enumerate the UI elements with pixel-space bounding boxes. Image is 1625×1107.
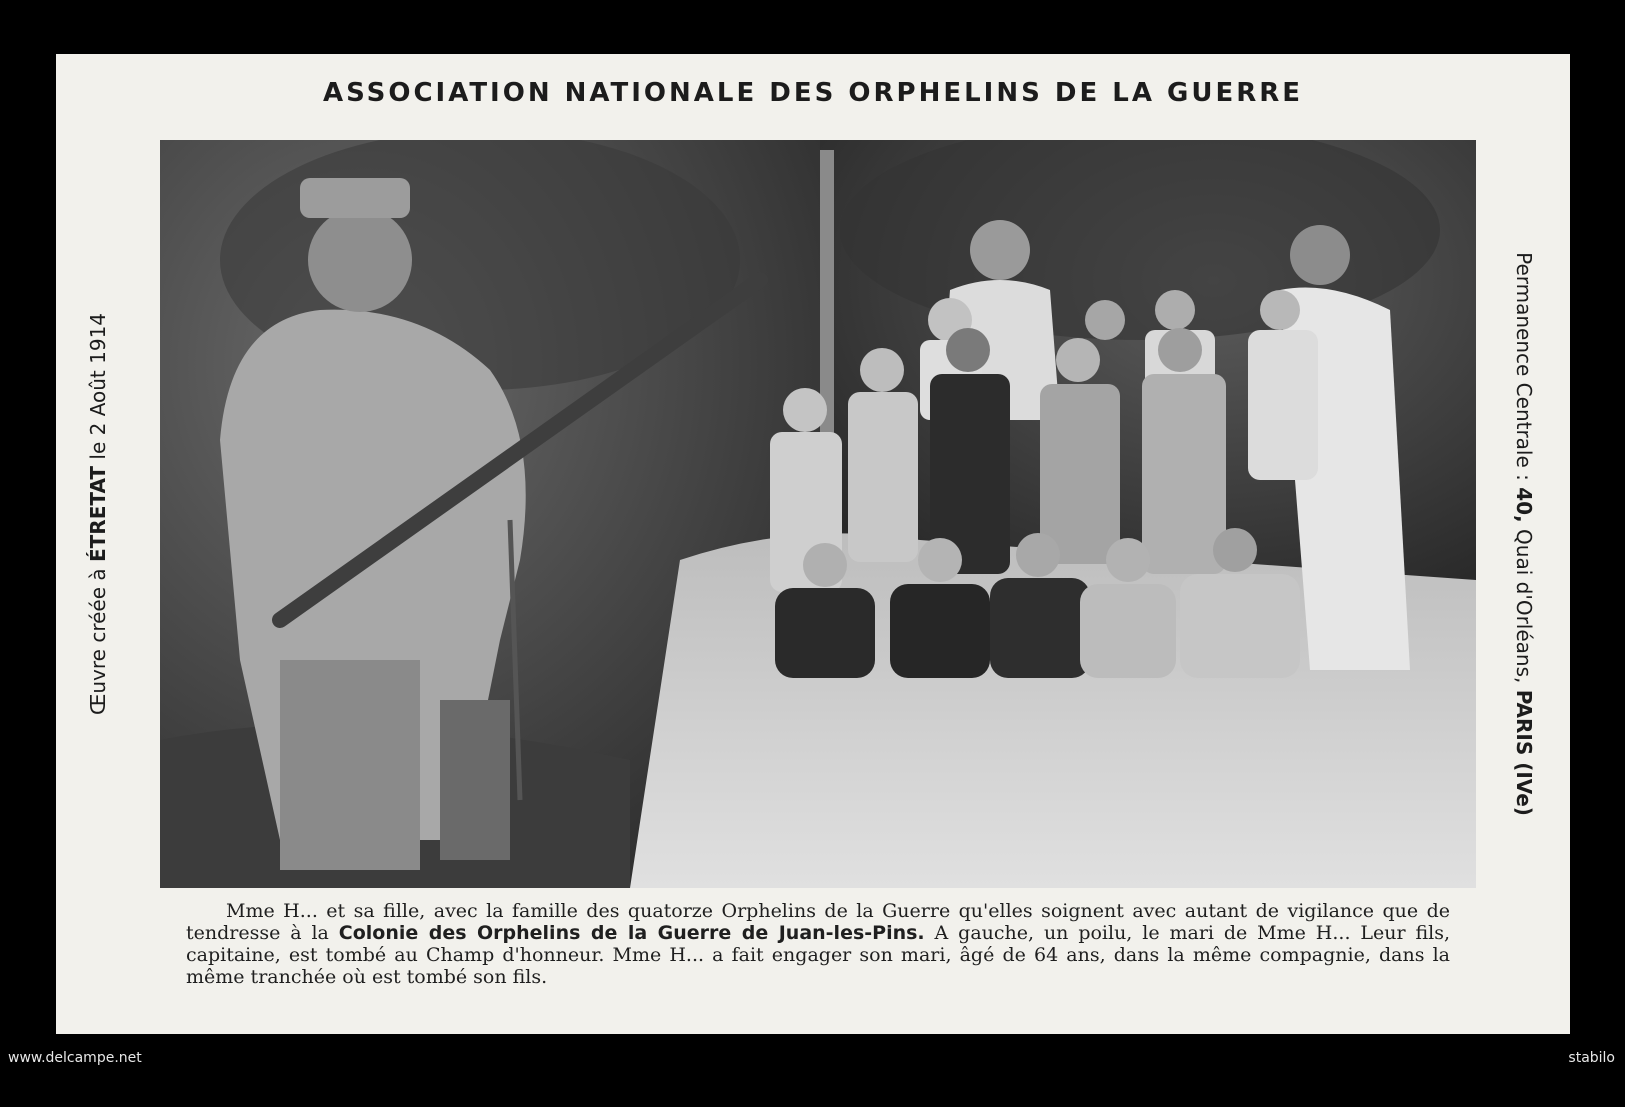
caption-text-2: A gauche, un poilu, le mari de Mme H... Leur fils, capitaine, est tombé au Champ d'honneur. Mme H... a fait engager son mari, âgé de 64 ans, dans la même compagnie, dans la même tranchée où est tombé son fils. <box>186 922 1450 988</box>
right-side-city: PARIS (IVe) <box>1512 689 1536 816</box>
caption-text-1: Mme H... et sa fille, avec la famille des quatorze Orphelins de la Guerre qu'elles soignent avec autant de vigilance que de tendresse à la <box>186 900 1450 944</box>
postcard <box>56 54 1570 1034</box>
left-side-date: le 2 Août 1914 <box>86 312 110 466</box>
left-side-prefix: Œuvre créée à <box>86 562 110 716</box>
photograph <box>160 140 1476 888</box>
caption <box>186 900 1450 988</box>
left-side-place: ÉTRETAT <box>86 465 110 562</box>
photograph-illustration <box>160 140 1476 888</box>
watermark-left: www.delcampe.net <box>8 1050 142 1066</box>
right-side-street: Quai d'Orléans, <box>1512 522 1536 690</box>
right-side-number: 40, <box>1512 487 1536 523</box>
right-side-prefix: Permanence Centrale : <box>1512 252 1536 488</box>
caption-bold: Colonie des Orphelins de la Guerre de Juan-les-Pins. <box>338 922 925 944</box>
watermark-right: stabilo <box>1568 1050 1615 1066</box>
postcard-title: ASSOCIATION NATIONALE DES ORPHELINS DE LA GUERRE <box>322 78 1304 108</box>
